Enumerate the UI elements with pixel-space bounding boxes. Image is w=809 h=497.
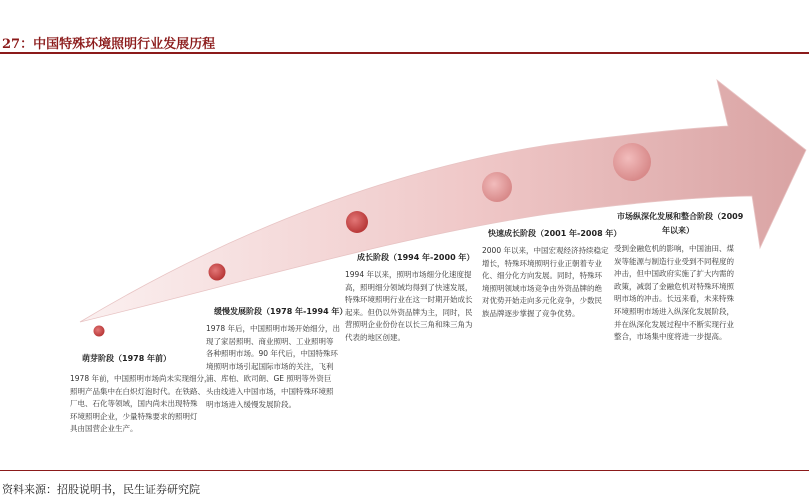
stage-line: 头由线进入中国市场，中国特殊环境照 <box>206 386 334 396</box>
stage-title-5: 市场纵深化发展和整合阶段（2009 <box>617 212 744 221</box>
stage-title-4: 快速成长阶段（2001 年-2008 年） <box>488 229 622 238</box>
stage-node-1 <box>94 326 105 337</box>
figure-title: 27：中国特殊环境照明行业发展历程 <box>2 37 216 52</box>
stage-line: 厂电、石化等领域，国内尚未出现特殊 <box>70 399 198 409</box>
stage-desc-2 <box>206 323 340 411</box>
source-rule <box>0 470 809 471</box>
stage-line: 族品牌逐步掌握了竞争优势。 <box>482 308 580 318</box>
stage-line: 1994 年以来，照明市场细分化速度提 <box>345 270 472 279</box>
stage-line: 明市场进入缓慢发展阶段。 <box>206 399 296 409</box>
stage-title-3: 成长阶段（1994 年-2000 年） <box>357 253 475 262</box>
stage-desc-4 <box>482 245 608 321</box>
stage-line: 1978 年前，中国照明市场尚未实现细分， <box>70 374 212 383</box>
stage-line: 环境照明企业，少量特殊要求的照明灯 <box>70 411 198 421</box>
stage-desc-3 <box>345 269 473 345</box>
stage-line: 政策，减弱了金融危机对特殊环境照 <box>614 281 734 291</box>
stage-line: 受到金融危机的影响，中国油田、煤 <box>614 244 734 253</box>
stage-line: 营照明企业份份在以长三角和珠三角为 <box>345 320 473 330</box>
stage-line: 境照明市场引起国际市场的关注，飞利 <box>206 361 334 371</box>
stage-line: 炭等能源与制造行业受到不同程度的 <box>614 256 734 266</box>
stage-line: 并在纵深化发展过程中不断实现行业 <box>614 319 734 329</box>
stage-line: 冲击，但中国政府实施了扩大内需的 <box>614 269 734 279</box>
stage-line: 特殊环境照明行业在这一时期开始成长 <box>345 295 473 305</box>
stage-line: 整合，市场集中度将进一步提高。 <box>614 332 727 342</box>
stage-node-4 <box>482 172 512 202</box>
stage-line: 浦、库柏、欧司朗、GE 照明等外资巨 <box>206 374 332 384</box>
stage-line: 照明产品集中在白炽灯泡时代。在铁路、 <box>70 386 205 396</box>
stage-line: 高，照明细分领域均得到了快速发展， <box>345 282 473 292</box>
stage-line: 现了家居照明、商业照明、工业照明等 <box>206 336 334 346</box>
source-note: 资料来源：招股说明书，民生证券研究院 <box>2 483 200 496</box>
stage-line: 起来。但仍以外资品牌为主，同时，民 <box>345 307 473 317</box>
stage-title-1: 萌芽阶段（1978 年前） <box>82 354 172 363</box>
stage-desc-5 <box>614 243 734 344</box>
stage-line: 对优势开始走向多元化竞争，少数民 <box>482 296 602 306</box>
stage-line: 化、细分化方向发展。同时，特殊环 <box>482 271 602 281</box>
stage-node-2 <box>209 264 226 281</box>
stage-title-2: 缓慢发展阶段（1978 年-1994 年） <box>214 307 348 316</box>
stage-line: 各种照明市场。90 年代后，中国特殊环 <box>206 349 338 359</box>
stage-line: 具由国营企业生产。 <box>70 424 138 434</box>
stage-line: 境照明领域市场竞争由外资品牌的绝 <box>482 283 602 293</box>
stage-line: 代表的地区创建。 <box>345 332 405 342</box>
stage-title-5-cont: 年以来） <box>662 226 694 235</box>
stage-desc-1 <box>70 373 211 436</box>
stage-line: 环境照明市场进入纵深化发展阶段， <box>614 306 734 316</box>
stage-line: 2000 年以来，中国宏观经济持续稳定 <box>482 246 609 255</box>
stage-line: 增长，特殊环境照明行业正朝着专业 <box>482 258 602 268</box>
stage-node-5 <box>613 143 651 181</box>
stage-node-3 <box>346 211 368 233</box>
stage-line: 明市场的冲击。长远来看，未来特殊 <box>614 294 734 304</box>
stage-line: 1978 年后，中国照明市场开始细分，出 <box>206 324 340 333</box>
